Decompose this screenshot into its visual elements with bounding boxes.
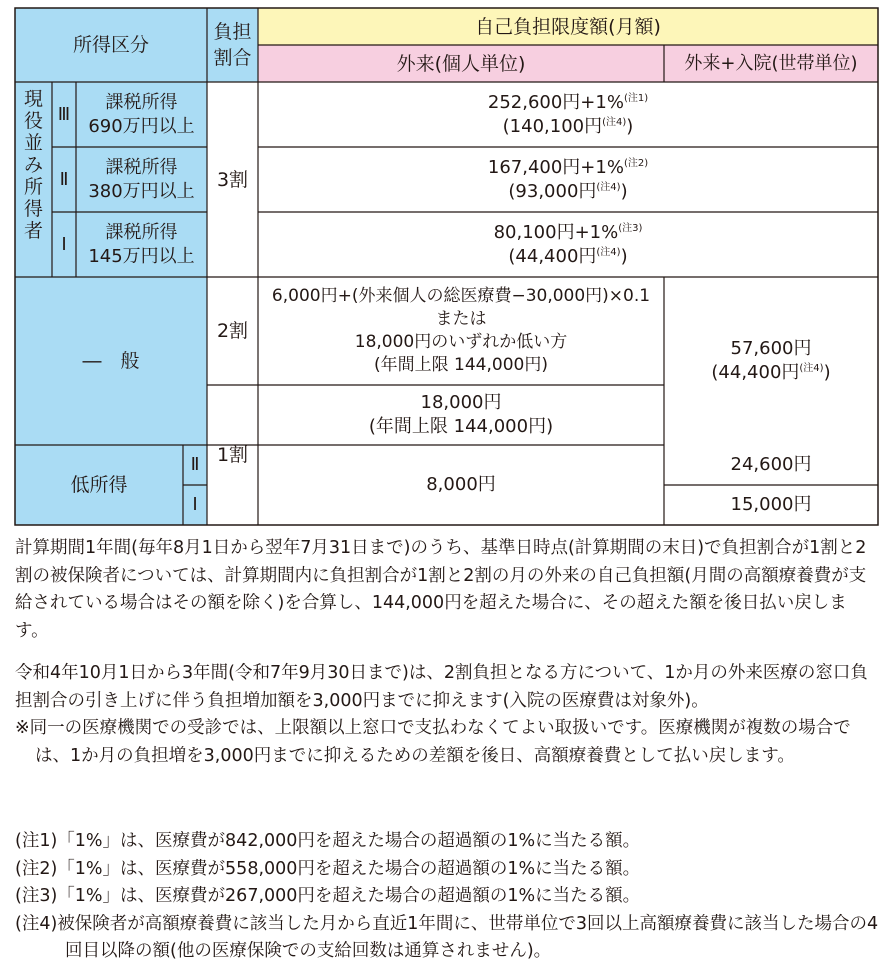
close-paren: ) [823,362,831,383]
ratio-1wari: 1割 [216,444,249,466]
sub-amount-text: (140,100円 [502,115,603,137]
amount-text: 167,400円+1% [487,156,624,178]
limit-amount-cell [258,147,878,212]
footnote-4: (注4)被保険者が高額療養費に該当した月から直近1年間に、世帯単位で3回以上高額療養費に該当した場合の4回目以降の額(他の医療保険での支給回数は通算されません)。 [15,913,879,961]
taxable-income-cell [76,82,207,147]
taxable-income-threshold: 690万円以上 [88,115,195,137]
footnote-ref: (注1) [623,92,649,104]
limit-amount-cell [258,212,878,277]
household-sub-text: (44,400円 [711,362,800,383]
ratio-2wari: 2割 [216,320,249,342]
footnote-3: (注3)「1%」は、医療費が267,000円を超えた場合の超過額の1%に当たる額。 [15,886,641,906]
sub-amount-text: (93,000円 [508,180,597,202]
low-income-2-household: 24,600円 [730,454,812,475]
one-wari-amount: 18,000円 [420,392,502,413]
footnote-ref: (注3) [618,222,643,234]
taxable-income-threshold: 380万円以上 [88,180,195,202]
footnote-ref: (注2) [623,157,649,169]
one-wari-outpatient-cell [258,385,664,445]
limit-sub-amount [503,115,634,139]
two-wari-outpatient-cell [258,277,664,385]
header-outpatient-individual: 外来(個人単位) [396,52,526,75]
close-paren: ) [620,245,628,267]
two-wari-lower: 18,000円のいずれか低い方 [354,332,568,352]
header-burden-ratio-line2: 割合 [213,47,252,69]
low-income-1-household: 15,000円 [730,494,812,515]
active-income-char: み [23,154,43,176]
low-income-label: 低所得 [70,474,128,496]
roman-numeral: Ⅰ [61,233,67,255]
close-paren: ) [626,115,634,137]
limit-sub-amount [508,180,627,204]
header-burden-ratio [207,8,258,82]
two-wari-formula: 6,000円+(外来個人の総医療費−30,000円)×0.1 [271,286,651,306]
ratio-3wari: 3割 [216,168,249,191]
footnote-ref: (注4) [596,181,621,193]
active-income-char: 並 [23,132,43,154]
sub-amount-text: (44,400円 [508,245,597,267]
roman-numeral: Ⅱ [190,454,200,475]
taxable-income-cell [76,147,207,212]
two-wari-annual-cap: (年間上限 144,000円) [374,355,548,375]
header-outpatient-inpatient-household: 外来+入院(世帯単位) [684,52,858,74]
one-wari-annual-cap: (年間上限 144,000円) [368,416,554,437]
notes-section [15,535,880,645]
note-paragraph-same-institution: ※同一の医療機関での受診では、上限額以上窓口で支払わなくてよい取扱いです。医療機関が複数の場合では、1か月の負担増を3,000円までに抑えるための差額を後日、高額療養費として払い戻します。 [15,718,851,766]
footnotes [15,828,880,966]
active-income-char: 役 [23,110,43,132]
two-wari-or: または [435,309,487,329]
footnote-ref: (注4) [602,116,627,128]
note-paragraph-annual: 計算期間1年間(毎年8月1日から翌年7月31日まで)のうち、基準日時点(計算期間の末日)で負担割合が1割と2割の被保険者については、計算期間内に負担割合が1割と2割の月の外来の自己負担額(月間の高額療養費が支給されている場合はその額を除く)を合算し、144,000円を超えた場合に、その超えた額を後日払い戻します。 [15,538,867,641]
footnote-ref: (注4) [799,363,824,374]
active-income-char: 現 [23,88,43,110]
header-income-category: 所得区分 [72,34,149,56]
limit-amount-cell [258,82,878,147]
active-income-char: 得 [23,198,43,220]
roman-numeral: Ⅰ [192,494,198,515]
footnote-ref: (注4) [596,246,621,258]
active-income-label [15,88,52,242]
amount-text: 252,600円+1% [487,91,624,113]
taxable-income-label: 課税所得 [105,156,178,178]
low-income-outpatient: 8,000円 [426,474,496,495]
header-limit-title: 自己負担限度額(月額) [475,15,661,38]
taxable-income-threshold: 145万円以上 [88,245,195,267]
close-paren: ) [620,180,628,202]
roman-numeral: Ⅲ [57,103,71,125]
note-paragraph-transition: 令和4年10月1日から3年間(令和7年9月30日まで)は、2割負担となる方について、1か月の外来医療の窓口負担割合の引き上げに伴う負担増加額を3,000円までに抑えます(入院の医療費は対象外)。 [15,663,868,711]
taxable-income-cell [76,212,207,277]
limit-amount [488,91,648,115]
notes-section-2 [15,660,880,770]
footnote-2: (注2)「1%」は、医療費が558,000円を超えた場合の超過額の1%に当たる額。 [15,858,641,879]
footnote-1: (注1)「1%」は、医療費が842,000円を超えた場合の超過額の1%に当たる額。 [15,831,641,851]
taxable-income-label: 課税所得 [105,221,178,243]
amount-text: 80,100円+1% [493,221,619,243]
household-amount: 57,600円 [730,338,812,359]
limit-amount [488,156,648,180]
household-sub-amount [711,361,830,385]
active-income-char: 所 [23,176,43,198]
header-burden-ratio-line1: 負担 [213,21,252,43]
general-label: ― 般 [82,350,140,372]
active-income-char: 者 [23,220,43,242]
general-household-cell [664,277,878,445]
roman-numeral: Ⅱ [59,168,69,190]
limit-sub-amount [508,245,627,269]
taxable-income-label: 課税所得 [105,91,178,113]
limit-amount [494,221,643,245]
